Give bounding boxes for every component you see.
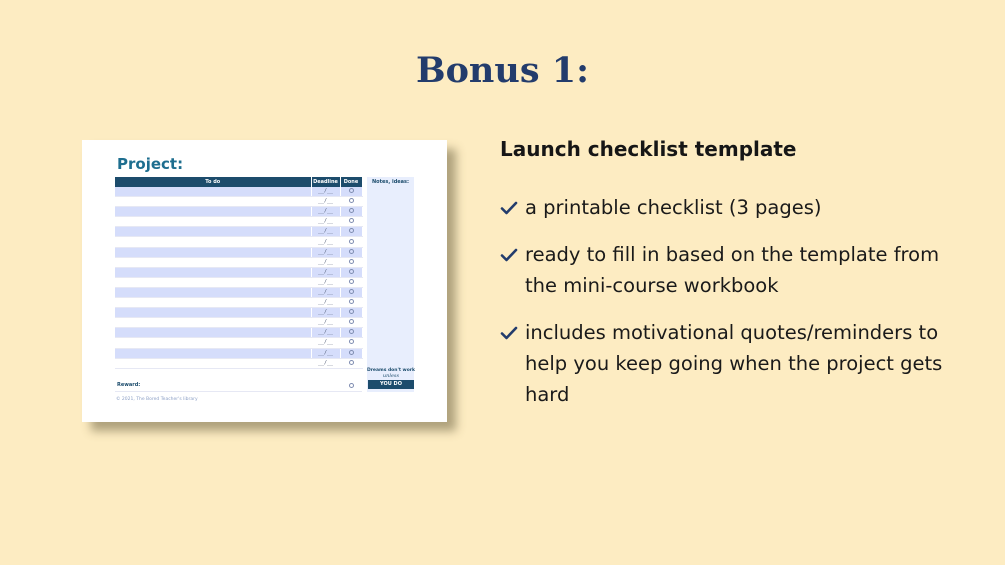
table-row	[115, 338, 362, 348]
done-cell	[340, 277, 362, 287]
done-cell	[340, 338, 362, 348]
table-row	[115, 227, 362, 237]
done-circle-icon	[349, 208, 354, 213]
motivational-quote	[365, 368, 417, 389]
todo-cell	[115, 318, 311, 328]
todo-cell	[115, 328, 311, 338]
done-cell	[340, 217, 362, 227]
reward-done-circle	[349, 383, 354, 388]
table-row	[115, 217, 362, 227]
deadline-cell: __/__	[311, 328, 340, 338]
done-cell	[340, 318, 362, 328]
notes-panel	[367, 177, 414, 392]
todo-cell	[115, 348, 311, 358]
bullet-text: a printable checklist (3 pages)	[525, 196, 822, 219]
deadline-cell: __/__	[311, 197, 340, 207]
deadline-cell: __/__	[311, 207, 340, 217]
done-circle-icon	[349, 299, 354, 304]
done-cell	[340, 267, 362, 277]
table-row	[115, 308, 362, 318]
quote-line-2: unless	[382, 373, 400, 379]
project-title: Project:	[117, 155, 184, 173]
todo-cell	[115, 287, 311, 297]
table-row	[115, 197, 362, 207]
deadline-cell: __/__	[311, 308, 340, 318]
done-circle-icon	[349, 188, 354, 193]
done-cell	[340, 187, 362, 197]
done-cell	[340, 257, 362, 267]
done-circle-icon	[349, 360, 354, 365]
todo-cell	[115, 197, 311, 207]
done-circle-icon	[349, 309, 354, 314]
todo-cell	[115, 257, 311, 267]
done-circle-icon	[349, 279, 354, 284]
done-circle-icon	[349, 198, 354, 203]
slide-title: Bonus 1:	[416, 50, 589, 91]
column-header-done: Done	[340, 177, 362, 187]
todo-cell	[115, 277, 311, 287]
done-circle-icon	[349, 319, 354, 324]
table-row	[115, 318, 362, 328]
done-cell	[340, 227, 362, 237]
done-circle-icon	[349, 249, 354, 254]
deadline-cell: __/__	[311, 358, 340, 368]
done-circle-icon	[349, 218, 354, 223]
done-cell	[340, 287, 362, 297]
table-row	[115, 348, 362, 358]
table-row	[115, 298, 362, 308]
done-cell	[340, 348, 362, 358]
done-cell	[340, 358, 362, 368]
quote-line-1: Dreams don't work	[366, 368, 416, 373]
bonus-subtitle: Launch checklist template	[500, 137, 797, 161]
column-header-todo: To do	[115, 177, 311, 187]
deadline-cell: __/__	[311, 338, 340, 348]
done-cell	[340, 328, 362, 338]
done-circle-icon	[349, 239, 354, 244]
deadline-cell: __/__	[311, 298, 340, 308]
todo-cell	[115, 308, 311, 318]
todo-table-body	[115, 187, 362, 368]
todo-cell	[115, 358, 311, 368]
todo-cell	[115, 237, 311, 247]
reward-label: Reward:	[117, 382, 141, 388]
table-row	[115, 287, 362, 297]
done-circle-icon	[349, 329, 354, 334]
table-row	[115, 247, 362, 257]
bullet-item	[500, 239, 960, 301]
table-row	[115, 187, 362, 197]
done-circle-icon	[349, 289, 354, 294]
deadline-cell: __/__	[311, 277, 340, 287]
table-row	[115, 237, 362, 247]
quote-banner: YOU DO	[368, 380, 414, 389]
deadline-cell: __/__	[311, 237, 340, 247]
todo-cell	[115, 217, 311, 227]
todo-table	[115, 177, 363, 369]
table-row	[115, 328, 362, 338]
done-circle-icon	[349, 259, 354, 264]
bullet-item	[500, 317, 960, 410]
deadline-cell: __/__	[311, 187, 340, 197]
bullet-text: includes motivational quotes/reminders to help you keep going when the project gets hard	[525, 321, 943, 406]
done-cell	[340, 207, 362, 217]
todo-cell	[115, 267, 311, 277]
table-row	[115, 257, 362, 267]
done-cell	[340, 247, 362, 257]
done-circle-icon	[349, 269, 354, 274]
bullet-text: ready to fill in based on the template from the mini-course workbook	[525, 243, 940, 297]
table-row	[115, 358, 362, 368]
checkmark-icon	[500, 201, 518, 215]
deadline-cell: __/__	[311, 287, 340, 297]
checkmark-icon	[500, 248, 518, 262]
todo-cell	[115, 247, 311, 257]
bullet-item	[500, 192, 960, 223]
table-row	[115, 277, 362, 287]
done-circle-icon	[349, 339, 354, 344]
copyright-text: © 2021, The Bored Teacher's library	[116, 397, 198, 402]
todo-cell	[115, 298, 311, 308]
deadline-cell: __/__	[311, 348, 340, 358]
deadline-cell: __/__	[311, 257, 340, 267]
deadline-cell: __/__	[311, 318, 340, 328]
notes-label: Notes, ideas:	[371, 179, 410, 185]
todo-cell	[115, 187, 311, 197]
todo-cell	[115, 227, 311, 237]
done-cell	[340, 197, 362, 207]
done-cell	[340, 308, 362, 318]
table-row	[115, 267, 362, 277]
reward-row	[115, 381, 362, 392]
done-circle-icon	[349, 350, 354, 355]
todo-cell	[115, 338, 311, 348]
column-header-deadline: Deadline	[311, 177, 340, 187]
deadline-cell: __/__	[311, 247, 340, 257]
bullet-list	[500, 192, 960, 426]
done-cell	[340, 298, 362, 308]
done-circle-icon	[349, 228, 354, 233]
deadline-cell: __/__	[311, 217, 340, 227]
checklist-preview-image	[82, 140, 447, 422]
deadline-cell: __/__	[311, 227, 340, 237]
todo-cell	[115, 207, 311, 217]
table-row	[115, 207, 362, 217]
deadline-cell: __/__	[311, 267, 340, 277]
checkmark-icon	[500, 326, 518, 340]
done-cell	[340, 237, 362, 247]
